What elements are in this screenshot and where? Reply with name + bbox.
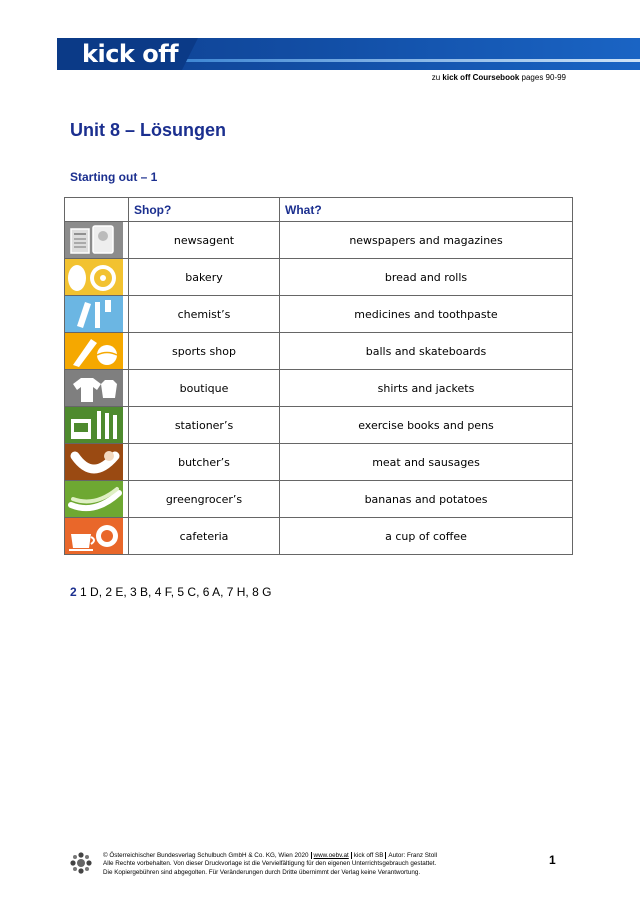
shop-name-cell: greengrocer’s	[129, 481, 280, 518]
table-row	[65, 444, 573, 481]
footer-line-3: Die Kopiergebühren sind abgegolten. Für Veränderungen durch Dritte übernimmt der Verlag keine Verantwortung.	[103, 868, 421, 876]
shop-products-cell: meat and sausages	[280, 444, 573, 481]
shop-image-cell	[65, 222, 129, 259]
sausage-icon	[65, 444, 123, 480]
banana-icon	[65, 481, 123, 517]
ball-icon	[65, 333, 123, 369]
section-title: Starting out – 1	[70, 170, 158, 184]
shop-name-cell: stationer’s	[129, 407, 280, 444]
shirt-icon	[65, 370, 123, 406]
shop-products-cell: bread and rolls	[280, 259, 573, 296]
shop-name-cell: sports shop	[129, 333, 280, 370]
footer-copyright	[103, 852, 523, 877]
footer-line-2: Alle Rechte vorbehalten. Von dieser Druckvorlage ist die Vervielfältigung für den eigenen Unterrichtsgebrauch gestattet.	[103, 860, 437, 868]
footer-line-1	[103, 852, 523, 860]
table-row	[65, 222, 573, 259]
shop-name-cell: bakery	[129, 259, 280, 296]
shop-name-cell: cafeteria	[129, 518, 280, 555]
page-title: Unit 8 – Lösungen	[70, 120, 227, 140]
shop-products-cell: shirts and jackets	[280, 370, 573, 407]
shop-products-cell: exercise books and pens	[280, 407, 573, 444]
publisher-link[interactable]: www.oebv.at	[313, 852, 349, 859]
page-number: 1	[549, 853, 556, 867]
table-header-what: What?	[280, 198, 573, 222]
shop-products-cell: bananas and potatoes	[280, 481, 573, 518]
shop-image-cell	[65, 259, 129, 296]
kick-off-logo: kick off	[82, 40, 179, 68]
table-row	[65, 518, 573, 555]
course-ref-pages: pages 90-99	[519, 73, 566, 82]
coffee-cup-icon	[65, 518, 123, 554]
newspaper-icon	[65, 222, 123, 258]
shop-name-cell: butcher’s	[129, 444, 280, 481]
exercise-number: 2	[70, 585, 77, 599]
table-header-shop: Shop?	[129, 198, 280, 222]
publisher-logo-icon	[70, 852, 92, 874]
shop-image-cell	[65, 518, 129, 555]
footer-copyright-text: © Österreichischer Bundesverlag Schulbuch GmbH & Co. KG, Wien 2020	[103, 852, 309, 859]
table-row	[65, 259, 573, 296]
shops-table	[64, 197, 573, 555]
table-body	[65, 222, 573, 555]
shop-image-cell	[65, 407, 129, 444]
shop-image-cell	[65, 370, 129, 407]
shop-products-cell: medicines and toothpaste	[280, 296, 573, 333]
table-row	[65, 333, 573, 370]
shop-name-cell: chemist’s	[129, 296, 280, 333]
course-ref-title: kick off Coursebook	[442, 73, 520, 82]
exercise-2-answers	[70, 585, 271, 599]
shop-image-cell	[65, 333, 129, 370]
shop-image-cell	[65, 296, 129, 333]
table-row	[65, 296, 573, 333]
shop-name-cell: boutique	[129, 370, 280, 407]
shop-products-cell: balls and skateboards	[280, 333, 573, 370]
shop-image-cell	[65, 444, 129, 481]
table-row	[65, 370, 573, 407]
footer-author: Autor: Franz Stoll	[388, 852, 438, 859]
shop-products-cell: a cup of coffee	[280, 518, 573, 555]
coursebook-reference	[432, 73, 566, 82]
answer-key: 1 D, 2 E, 3 B, 4 F, 5 C, 6 A, 7 H, 8 G	[76, 585, 272, 599]
shop-name-cell: newsagent	[129, 222, 280, 259]
table-row	[65, 481, 573, 518]
table-header-image	[65, 198, 129, 222]
footer-book-title: kick off SB	[353, 852, 384, 859]
shop-products-cell: newspapers and magazines	[280, 222, 573, 259]
shop-image-cell	[65, 481, 129, 518]
course-ref-prefix: zu	[431, 73, 443, 82]
bread-icon	[65, 259, 123, 295]
table-header-row	[65, 198, 573, 222]
toothpaste-icon	[65, 296, 123, 332]
table-row	[65, 407, 573, 444]
pencil-icon	[65, 407, 123, 443]
header-accent-line	[182, 59, 640, 62]
